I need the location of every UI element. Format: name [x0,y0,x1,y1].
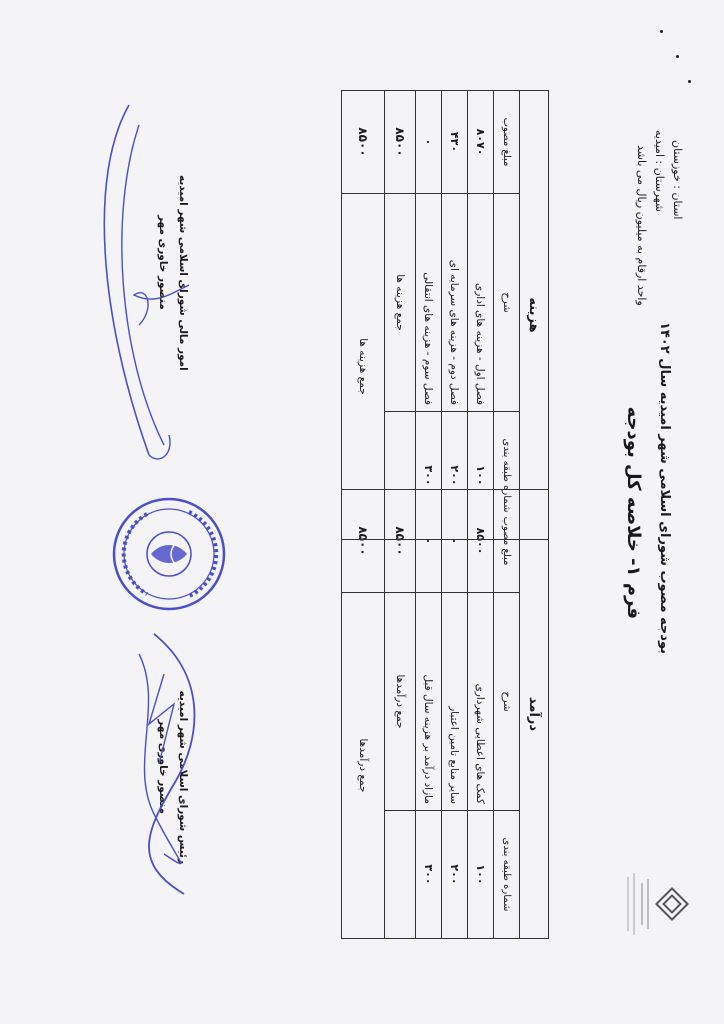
empty-cell [385,412,416,540]
revenue-amount: ۰ [442,490,468,593]
revenue-subtotal-amount: ۸۵۰۰ [385,490,416,593]
expense-desc: فصل سوم - هزینه های انتقالی [416,194,442,412]
council-head-signature [114,614,224,914]
table-header-row [494,91,520,540]
expense-heading: هزینه [520,91,549,540]
document-title: بودجه مصوب شورای اسلامی شهر امیدیه سال ۱۴۰۲ [657,321,672,654]
finance-name: منصور خاوری مهر [157,215,169,310]
table-row [342,490,385,939]
table-row [520,490,549,939]
table-row [385,490,416,939]
table-row [442,91,468,540]
table-row [468,490,494,939]
council-head-name: منصور خاوری مهر [157,719,169,814]
revenue-desc: کمک های اعطایی شهرداری [468,593,494,811]
table-row [342,91,385,540]
expense-amount: ۴۳۰ [442,91,468,194]
table-row [416,91,442,540]
expense-total-amount: ۸۵۰۰ [342,91,385,194]
revenue-subtotal-label: جمع درآمدها [385,593,416,811]
revenue-heading: درآمد [520,490,549,939]
expense-total-label: جمع هزینه ها [342,194,385,540]
revenue-code: ۲۰۰ [442,811,468,939]
logo-emblem-icon [614,859,694,949]
table-row [416,490,442,939]
revenue-total-label: جمع درآمدها [342,593,385,939]
revenue-col-desc: شرح [494,593,520,811]
expense-table [341,90,549,540]
province-label: استان : خوزستان [671,140,684,220]
expense-amount: ۰ [416,91,442,194]
expense-desc: فصل اول - هزینه های اداری [468,194,494,412]
table-row [468,91,494,540]
table-row [385,91,416,540]
municipality-logo [614,859,694,949]
expense-desc: فصل دوم - هزینه های سرمایه ای [442,194,468,412]
revenue-code: ۱۰۰ [468,811,494,939]
finance-role: امور مالی شورای اسلامی شهر امیدیه [177,175,189,371]
revenue-code: ۳۰۰ [416,811,442,939]
finance-signature [89,95,209,475]
council-head-role: رئیس شورای اسلامی شهر امیدیه [177,690,189,864]
expense-subtotal-label: جمع هزینه ها [385,194,416,412]
revenue-desc: مازاد درآمد بر هزینه سال قبل [416,593,442,811]
expense-col-desc: شرح [494,194,520,412]
table-row [442,490,468,939]
form-title: فرم ۱- خلاصه کل بودجه [623,406,644,619]
stamp-seal-icon [109,494,229,614]
empty-cell [385,811,416,939]
expense-code: ۲۰۰ [442,412,468,540]
revenue-desc: سایر منابع تامین اعتبار [442,593,468,811]
table-header-row [494,490,520,939]
expense-col-amount: مبلغ مصوب [494,91,520,194]
revenue-col-code: شماره طبقه بندی [494,811,520,939]
revenue-total-amount: ۸۵۰۰ [342,490,385,593]
expense-amount: ۸۰۷۰ [468,91,494,194]
revenue-amount: ۰ [416,490,442,593]
revenue-col-amount: مبلغ مصوب [494,490,520,593]
revenue-amount: ۸۵۰۰ [468,490,494,593]
revenue-table [341,489,549,939]
county-label: شهرستان : امیدیه [653,130,666,213]
expense-code: ۱۰۰ [468,412,494,540]
expense-subtotal-amount: ۸۵۰۰ [385,91,416,194]
table-row [520,91,549,540]
expense-col-code: شماره طبقه بندی [494,412,520,540]
expense-code: ۳۰۰ [416,412,442,540]
official-stamp [109,494,229,614]
unit-note: واحد ارقام به میلیون ریال می باشد [635,145,648,306]
